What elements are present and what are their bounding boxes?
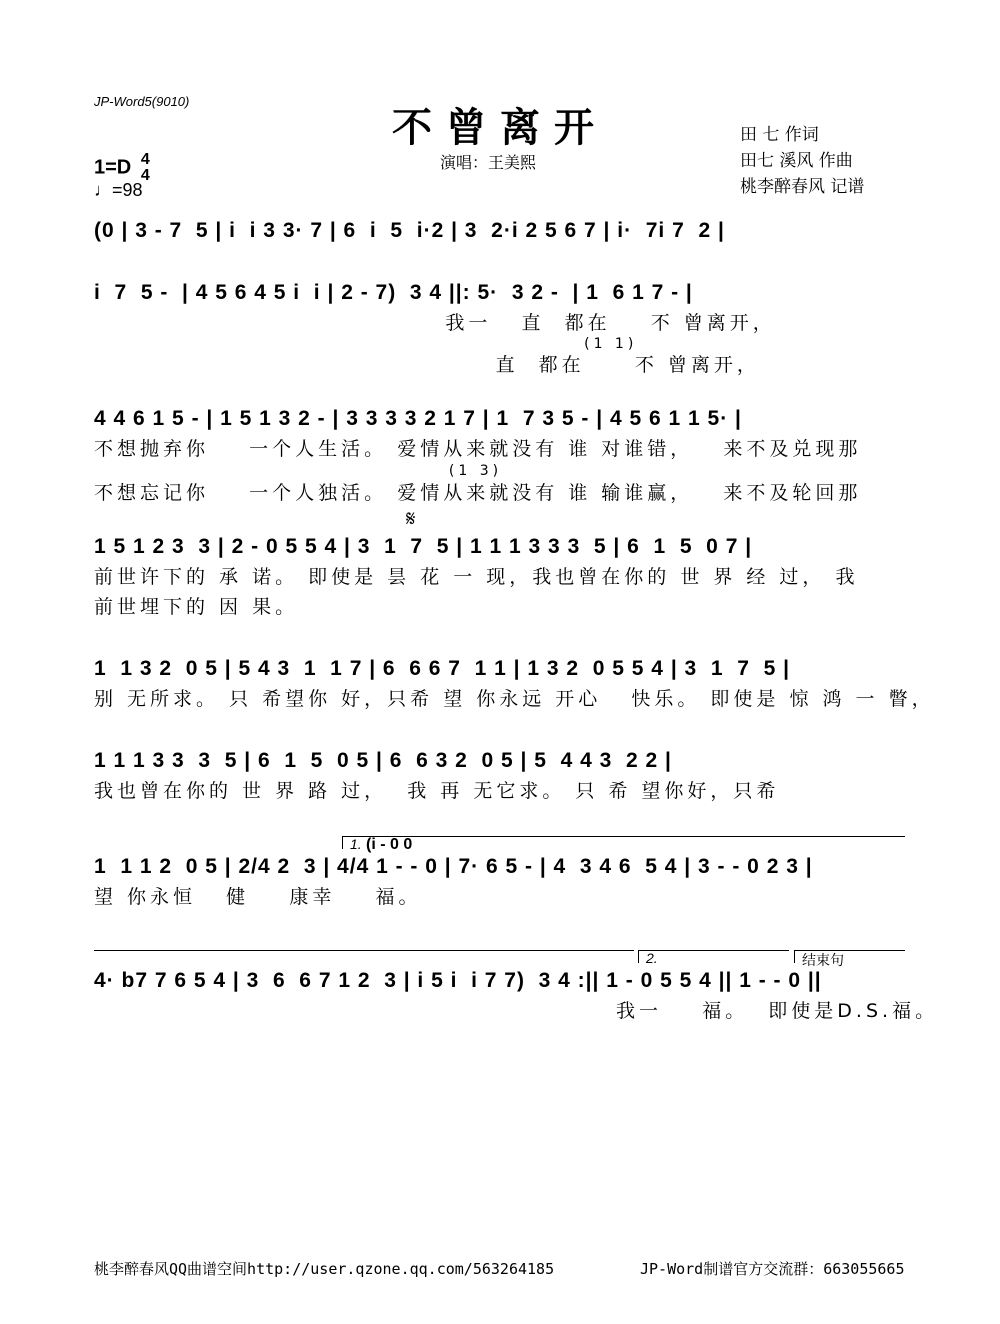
alt-notes: (1 3) (94, 463, 503, 479)
tempo-marking: ♩=98 (94, 180, 143, 200)
lyric-verse-1: 别 无所求。 只 希望你 好，只希 望 你永远 开心 快乐。 即使是 惊 鸿 一 瞥， (94, 688, 935, 710)
lyric-verse-1: 我也曾在你的 世 界 路 过， 我 再 无它求。 只 希 望你好，只希 (94, 780, 780, 802)
lyric-verse-1: 我一 直 都在 不 曾离开， (94, 312, 776, 334)
notes-row: 1 1 1 3 3 3 5 | 6 1 5 0 5 | 6 6 3 2 0 5 | 5 4 4 3 2 2 | (94, 749, 672, 772)
staff-line-8 (94, 944, 939, 1026)
volta-1-label: 1. (350, 836, 362, 852)
lyric-verse-2: 不想忘记你 一个人独活。 爱情从来就没有 谁 输谁赢， 来不及轮回那 (94, 482, 862, 504)
notes-row: 1 1 3 2 0 5 | 5 4 3 1 1 7 | 6 6 6 7 1 1 | 1 3 2 0 5 5 4 | 3 1 7 5 | (94, 657, 790, 680)
alt-notes: (1 1) (94, 336, 638, 352)
notes-row: 1 5 1 2 3 3 | 2 - 0 5 5 4 | 3 1 7 5 | 1 1 1 3 3 3 5 | 6 1 5 0 7 | (94, 535, 753, 558)
composer-credit: 田七 溪风 作曲 (740, 151, 853, 171)
volta-2-label: 2. (646, 950, 658, 966)
staff-line-5 (94, 654, 935, 714)
time-bottom: 4 (140, 167, 150, 184)
score (94, 216, 939, 1026)
lyric-verse-1: 我一 福。 即使是D.S.福。 (94, 1000, 939, 1022)
notes-row: (0 | 3 - 7 5 | i i 3 3· 7 | 6 i 5 i·2 | 3 2·i 2 5 6 7 | i· 7i 7 2 | (94, 219, 725, 242)
credits-block (740, 122, 864, 200)
notes-row: 4 4 6 1 5 - | 1 5 1 3 2 - | 3 3 3 3 2 1 7 | 1 7 3 5 - | 4 5 6 1 1 5· | (94, 407, 742, 430)
footer-source: 桃李醉春风QQ曲谱空间http://user.qzone.qq.com/563264185 (94, 1260, 555, 1278)
volta-1 (94, 830, 912, 852)
lyricist-credit: 田 七 作词 (740, 125, 819, 145)
staff-line-2 (94, 278, 912, 380)
time-top: 4 (140, 151, 150, 168)
volta-1-notes: (i - 0 0 (366, 836, 413, 853)
staff-line-4 (94, 508, 912, 622)
notes-row: 1 1 1 2 0 5 | 2/4 2 3 | 4/4 1 - - 0 | 7· 6 5 - | 4 3 4 6 5 4 | 3 - - 0 2 3 | (94, 855, 813, 878)
staff-line-3 (94, 404, 912, 508)
notes-row: i 7 5 - | 4 5 6 4 5 i i | 2 - 7) 3 4 ||: 5· 3 2 - | 1 6 1 7 - | (94, 281, 693, 304)
staff-line-6 (94, 746, 912, 806)
software-label: JP-Word5(9010) (94, 94, 190, 109)
song-title: 不曾离开 (392, 104, 608, 151)
lyric-verse-1: 望 你永恒 健 康幸 福。 (94, 886, 422, 908)
key-label: 1=D (94, 156, 132, 179)
lyric-verse-1: 不想抛弃你 一个人生活。 爱情从来就没有 谁 对谁错， 来不及兑现那 (94, 438, 862, 460)
footer-group: JP-Word制谱官方交流群：663055665 (640, 1260, 905, 1278)
lyric-verse-1: 前世许下的 承 诺。 即使是 昙 花 一 现，我也曾在你的 世 界 经 过， 我 (94, 566, 859, 588)
notes-row: 4· b7 7 6 5 4 | 3 6 6 7 1 2 3 | i 5 i i 7 7) 3 4 :|| 1 - 0 5 5 4 || 1 - - 0 || (94, 969, 822, 992)
singer-credit: 演唱：王美熙 (440, 153, 537, 172)
segno-sign: 𝄋 (406, 507, 416, 532)
transcriber-credit: 桃李醉春风 记谱 (740, 177, 865, 197)
staff-line-7 (94, 830, 912, 912)
lyric-verse-2: 前世埋下的 因 果。 (94, 596, 299, 618)
volta-2 (94, 944, 912, 966)
lyric-verse-2: 直 都在 不 曾离开， (94, 354, 760, 376)
staff-line-1 (94, 216, 912, 246)
ending-label: 结束句 (802, 952, 844, 968)
